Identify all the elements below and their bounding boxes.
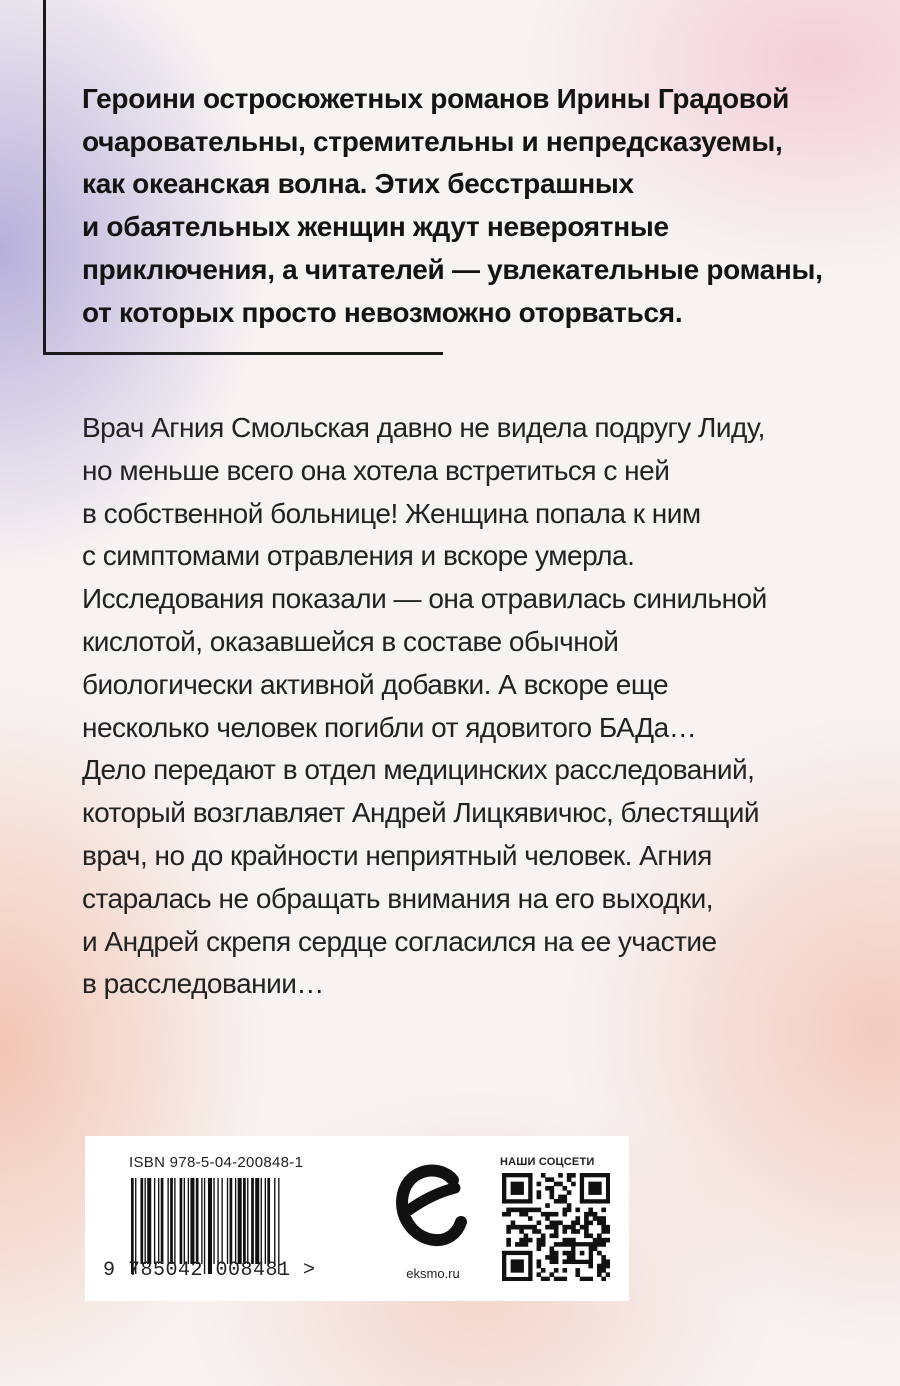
blurb-line: очаровательны, стремительны и непредсказуемы, [82, 125, 783, 157]
annotation-line: но меньше всего она хотела встретиться с ней [82, 454, 670, 486]
annotation-line: врач, но до крайности неприятный человек. Агния [82, 839, 712, 871]
imprint-panel [85, 1136, 629, 1301]
annotation-line: и Андрей скрепя сердце согласился на ее участие [82, 925, 717, 957]
social-label: НАШИ СОЦСЕТИ [500, 1156, 595, 1168]
series-blurb [82, 78, 872, 334]
blurb-line: Героини остросюжетных романов Ирины Градовой [82, 83, 790, 114]
annotation-line: Врач Агния Смольская давно не видела подругу Лиду, [82, 412, 765, 443]
frame-vertical-line [43, 0, 46, 355]
annotation-line: Исследования показали — она отравилась синильной [82, 583, 767, 615]
annotation-line: кислотой, оказавшейся в составе обычной [82, 625, 619, 657]
annotation-line: в собственной больнице! Женщина попала к ним [82, 497, 701, 529]
blurb-line: и обаятельных женщин ждут невероятные [82, 211, 669, 243]
eksmo-logo-icon [395, 1160, 467, 1258]
barcode-digits: 9 785042 008481 > [103, 1259, 316, 1282]
annotation-line: который возглавляет Андрей Лицкявичюс, блестящий [82, 797, 760, 829]
annotation-line: старалась не обращать внимания на его выходки, [82, 882, 714, 914]
annotation-line: несколько человек погибли от ядовитого БАДа… [82, 711, 697, 743]
annotation-line: в расследовании… [82, 968, 324, 1000]
frame-horizontal-line [43, 352, 443, 355]
isbn-label: ISBN 978-5-04-200848-1 [129, 1154, 304, 1171]
publisher-site: eksmo.ru [406, 1266, 460, 1281]
annotation-line: Дело передают в отдел медицинских расследований, [82, 754, 755, 786]
book-annotation [82, 407, 882, 1006]
qr-code-icon [502, 1173, 610, 1281]
blurb-line: как океанская волна. Этих бесстрашных [82, 168, 634, 200]
blurb-line: приключения, а читателей — увлекательные романы, [82, 253, 823, 285]
annotation-line: с симптомами отравления и вскоре умерла. [82, 540, 635, 572]
blurb-line: от которых просто невозможно оторваться. [82, 296, 683, 328]
annotation-line: биологически активной добавки. А вскоре еще [82, 668, 669, 700]
